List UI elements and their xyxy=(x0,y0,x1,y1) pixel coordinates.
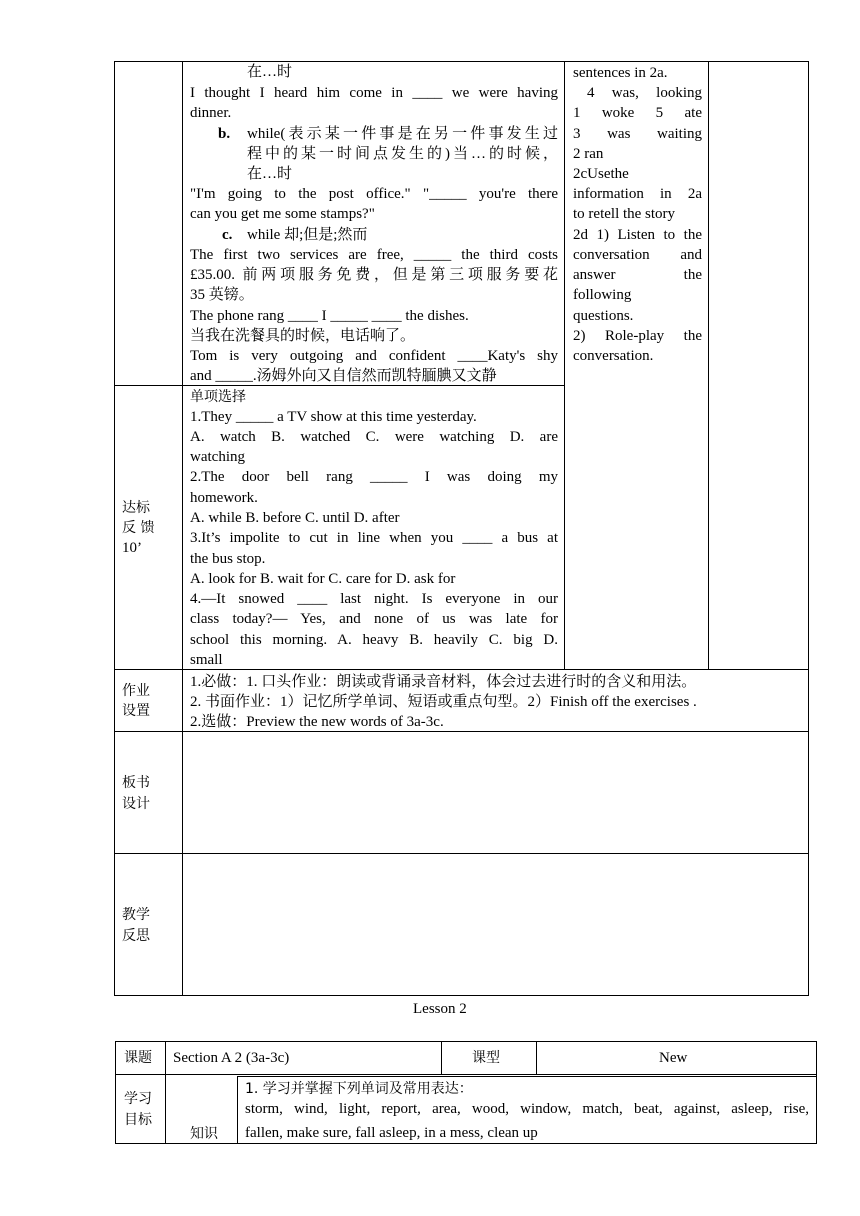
table2-border-bottom xyxy=(115,1143,817,1144)
table2-border-left xyxy=(115,1041,116,1144)
table2-border-right xyxy=(816,1041,817,1144)
activity-line: 2 ran xyxy=(573,146,604,162)
grammar-example-4-line-2: 当我在洗餐具的时候，电话响了。 xyxy=(190,328,416,344)
type-value: New xyxy=(659,1050,688,1066)
topic-label: 课题 xyxy=(124,1050,152,1066)
table2-row-divider-double xyxy=(237,1076,817,1077)
homework-line: 1.必做：1. 口头作业：朗读或背诵录音材料，体会过去进行时的含义和用法。 xyxy=(190,674,697,690)
grammar-example-3-line-2: £35.00. 前两项服务免费，但是第三项服务要花 xyxy=(190,267,558,283)
grammar-example-5-line-2: and _____.汤姆外向又自信然而凯特腼腆又文静 xyxy=(190,368,497,384)
table1-border-left xyxy=(114,61,115,996)
table1-border-col1 xyxy=(182,61,183,996)
activity-line: 1 woke 5 ate xyxy=(573,105,702,121)
activity-line: 2cUsethe xyxy=(573,166,629,182)
grammar-example-3-line-1: The first two services are free, _____ the third costs xyxy=(190,247,558,263)
grammar-b-line-3: 在…时 xyxy=(247,166,293,182)
grammar-b-label: b. xyxy=(218,126,231,142)
table1-border-col2 xyxy=(564,61,565,670)
quiz-line: class today?— Yes, and none of us was late for xyxy=(190,611,558,627)
goal-label-line-1: 学习 xyxy=(124,1091,152,1107)
table2-col2 xyxy=(441,1041,442,1075)
activity-line: 3 was waiting xyxy=(573,126,702,142)
table1-row-divider-4 xyxy=(114,853,809,854)
homework-line: 2.选做：Preview the new words of 3a-3c. xyxy=(190,714,444,730)
quiz-line: A. look for B. wait for C. care for D. ask for xyxy=(190,571,456,587)
grammar-example-1-line-2: dinner. xyxy=(190,105,232,121)
quiz-line: watching xyxy=(190,449,245,465)
table1-border-bottom xyxy=(114,995,809,996)
activity-line: conversation. xyxy=(573,348,654,364)
knowledge-line: fallen, make sure, fall asleep, in a mess, clean up xyxy=(245,1125,538,1141)
homework-line: 2. 书面作业：1）记忆所学单词、短语或重点句型。2）Finish off the exercises . xyxy=(190,694,697,710)
board-label-line-1: 板书 xyxy=(122,775,150,791)
knowledge-line: 1. 学习并掌握下列单词及常用表达： xyxy=(245,1081,473,1097)
activity-line: following xyxy=(573,287,632,303)
quiz-line: school this morning. A. heavy B. heavily C. big D. xyxy=(190,632,558,648)
quiz-line: small xyxy=(190,652,223,668)
quiz-line: A. watch B. watched C. were watching D. are xyxy=(190,429,558,445)
table1-border-right xyxy=(808,61,809,996)
type-label: 课型 xyxy=(472,1050,500,1066)
activity-line: information in 2a xyxy=(573,186,702,202)
table1-border-top xyxy=(114,61,809,62)
activity-line: 2) Role-play the xyxy=(573,328,702,344)
reflection-label-line-1: 教学 xyxy=(122,907,150,923)
knowledge-line: storm, wind, light, report, area, wood, window, match, beat, against, asleep, rise, xyxy=(245,1101,809,1117)
homework-label-line-1: 作业 xyxy=(122,683,150,699)
quiz-line: 4.—It snowed ____ last night. Is everyone in our xyxy=(190,591,558,607)
homework-label-line-2: 设置 xyxy=(122,703,150,719)
grammar-example-2-line-1: "I'm going to the post office." "_____ you're there xyxy=(190,186,558,202)
table1-border-col3 xyxy=(708,61,709,670)
activity-line: to retell the story xyxy=(573,206,676,222)
grammar-b-line-1: while(表示某一件事是在另一件事发生过 xyxy=(247,126,558,142)
feedback-label-line-1: 达标 xyxy=(122,500,150,516)
reflection-label-line-2: 反思 xyxy=(122,928,150,944)
board-label-line-2: 设计 xyxy=(122,796,150,812)
table2-col1 xyxy=(165,1041,166,1144)
quiz-line: 1.They _____ a TV show at this time yesterday. xyxy=(190,409,477,425)
quiz-line: 3.It’s impolite to cut in line when you ____ a bus at xyxy=(190,530,558,546)
feedback-label-line-2: 反 馈 xyxy=(122,520,155,536)
grammar-example-2-line-2: can you get me some stamps?" xyxy=(190,206,375,222)
quiz-line: 2.The door bell rang _____ I was doing my xyxy=(190,469,558,485)
topic-value: Section A 2 (3a-3c) xyxy=(173,1050,290,1066)
grammar-line-a-tail: 在…时 xyxy=(247,64,293,80)
table2-col3 xyxy=(536,1041,537,1075)
table2-col-knowledge xyxy=(237,1076,238,1144)
grammar-example-5-line-1: Tom is very outgoing and confident ____Katy's shy xyxy=(190,348,558,364)
quiz-heading: 单项选择 xyxy=(190,389,246,405)
table2-border-top xyxy=(115,1041,817,1042)
goal-label-line-2: 目标 xyxy=(124,1112,152,1128)
lesson-title: Lesson 2 xyxy=(413,1001,467,1017)
grammar-c-text: while 却;但是;然而 xyxy=(247,227,368,243)
activity-line: 4 was, looking xyxy=(587,85,702,101)
quiz-line: the bus stop. xyxy=(190,551,266,567)
table2-row-divider xyxy=(115,1074,817,1075)
activity-line: 2d 1) Listen to the xyxy=(573,227,702,243)
grammar-example-3-line-3: 35 英镑。 xyxy=(190,287,254,303)
knowledge-label: 知识 xyxy=(190,1126,218,1142)
quiz-line: homework. xyxy=(190,490,258,506)
activity-line: questions. xyxy=(573,308,634,324)
activity-line: answer the xyxy=(573,267,702,283)
grammar-example-4-line-1: The phone rang ____ I _____ ____ the dishes. xyxy=(190,308,469,324)
grammar-b-line-2: 程中的某一时间点发生的)当…的时候， xyxy=(247,146,558,162)
activity-line: sentences in 2a. xyxy=(573,65,668,81)
grammar-example-1-line-1: I thought I heard him come in ____ we were having xyxy=(190,85,558,101)
feedback-label-line-3: 10’ xyxy=(122,540,142,556)
grammar-c-label: c. xyxy=(222,227,233,243)
activity-line: conversation and xyxy=(573,247,702,263)
quiz-line: A. while B. before C. until D. after xyxy=(190,510,400,526)
